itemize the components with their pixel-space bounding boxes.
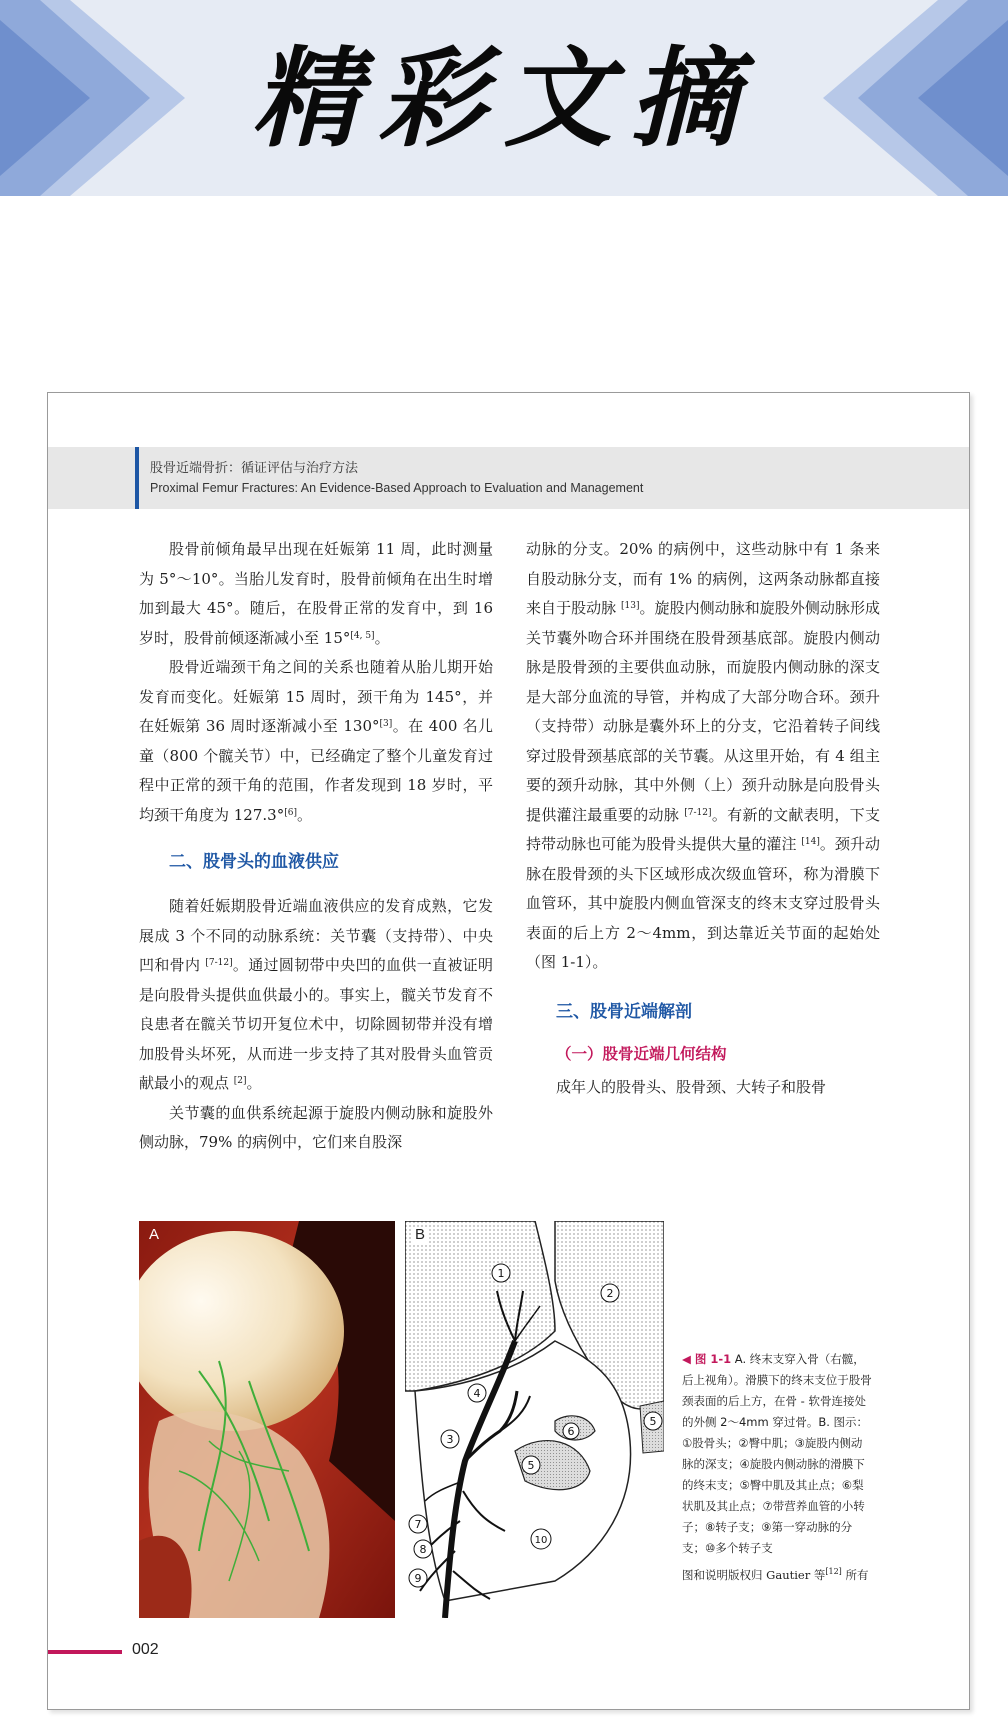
figure-caption	[682, 1349, 872, 1586]
paragraph: 随着妊娠期股骨近端血液供应的发育成熟，它发展成 3 个不同的动脉系统：关节囊（支持带）、中央凹和骨内 [7-12]。通过圆韧带中央凹的血供一直被证明是向股骨头提供血供最小的。事实上，髋关节发育不良患者在髋关节切开复位术中，切除圆韧带并没有增加股骨头坏死，从而进一步支持了其对股骨头血管贡献最小的观点 [2]。	[139, 897, 493, 1092]
citation: [7-12]	[205, 958, 233, 968]
citation: [13]	[621, 601, 640, 611]
citation: [4, 5]	[350, 630, 375, 641]
citation: [2]	[233, 1076, 247, 1086]
header-accent-bar	[135, 447, 139, 509]
callout-6: 6	[567, 1425, 575, 1438]
callout-9: 9	[414, 1572, 422, 1585]
header-title-en: Proximal Femur Fractures: An Evidence-Based Approach to Evaluation and Management	[150, 481, 644, 495]
section-heading: 三、股骨近端解剖	[556, 1001, 692, 1022]
book-page	[47, 392, 970, 1710]
paragraph: 动脉的分支。20% 的病例中，这些动脉中有 1 条来自股动脉分支，而有 1% 的病例，这两条动脉都直接来自于股动脉 [13]。旋股内侧动脉和旋股外侧动脉形成关节囊外吻合环并围绕在股骨颈基底部。旋股内侧动脉是股骨颈的主要供血动脉，而旋股内侧动脉的深支是大部分血流的导管，并构成了大部分吻合环。颈升（支持带）动脉是囊外环上的分支，它沿着转子间线穿过股骨颈基底部的关节囊。从这里开始，有 4 组主要的颈升动脉，其中外侧（上）颈升动脉是向股骨头提供灌注最重要的动脉 [7-12]。有新的文献表明，下支持带动脉也可能为股骨头提供大量的灌注 [14]。颈升动脉在股骨颈的头下区域形成次级血管环，称为滑膜下血管环，其中旋股内侧血管深支的终末支穿过股骨头表面的后上方 2～4mm，到达靠近关节面的起始处（图 1-1）。	[526, 540, 880, 971]
caption-text: A. 终末支穿入骨（右髋，后上视角）。滑膜下的终末支位于股骨颈表面的后上方，在骨 - 软骨连接处的外侧 2～4mm 穿过骨。B. 图示：①股骨头；②臀中肌；③旋股内侧动脉的深支；④旋股内侧动脉的滑膜下的终末支；⑤臀中肌及其止点；⑥梨状肌及其止点；⑦带营养血管的小转子；⑧转子支；⑨第一穿动脉的分支；⑩多个转子支	[682, 1352, 872, 1555]
paragraph: 股骨前倾角最早出现在妊娠第 11 周，此时测量为 5°～10°。当胎儿发育时，股骨前倾角在出生时增加到最大 45°。随后，在股骨正常的发育中，到 16 岁时，股骨前倾逐渐减小至 15°[4, 5]。	[139, 540, 493, 647]
paragraph: 股骨近端颈干角之间的关系也随着从胎儿期开始发育而变化。妊娠第 15 周时，颈干角为 145°，并在妊娠第 36 周时逐渐减小至 130°[3]。在 400 名儿童（800 个髋关节）中，已经确定了整个儿童发育过程中正常的颈干角的范围，作者发现到 18 岁时，平均颈干角度为 127.3°[6]。	[139, 658, 493, 824]
citation: [14]	[801, 837, 820, 847]
running-header	[48, 447, 969, 509]
surgical-photo	[139, 1221, 395, 1618]
banner-title: 精彩文摘	[251, 37, 756, 162]
callout-7: 7	[414, 1518, 422, 1531]
anatomy-diagram	[405, 1221, 664, 1618]
paragraph: 成年人的股骨头、股骨颈、大转子和股骨	[556, 1077, 827, 1096]
page-number: 002	[132, 1641, 159, 1658]
banner	[0, 0, 1008, 196]
subsection-heading: （一）股骨近端几何结构	[556, 1043, 727, 1063]
figure-label-b: B	[415, 1226, 426, 1243]
callout-5: 5	[527, 1459, 535, 1472]
citation: [6]	[284, 807, 297, 818]
callout-2: 2	[606, 1287, 614, 1300]
callout-5b: 5	[649, 1415, 657, 1428]
header-title-zh: 股骨近端骨折：循证评估与治疗方法	[150, 461, 359, 476]
left-column	[139, 535, 493, 1158]
figure-diagram-b	[405, 1221, 664, 1618]
citation: [3]	[379, 719, 393, 729]
figure-photo-a	[139, 1221, 395, 1618]
paragraph: 关节囊的血供系统起源于旋股内侧动脉和旋股外侧动脉，79% 的病例中，它们来自股深	[139, 1103, 493, 1151]
citation: [7-12]	[684, 807, 712, 818]
callout-10: 10	[534, 1535, 548, 1546]
right-column	[526, 535, 880, 1102]
caption-tag: ◀ 图 1-1	[682, 1352, 732, 1366]
section-heading: 二、股骨头的血液供应	[169, 852, 339, 872]
callout-8: 8	[419, 1543, 427, 1556]
figure-label-a: A	[149, 1226, 160, 1243]
callout-1: 1	[497, 1267, 505, 1280]
caption-credit: 图和说明版权归 Gautier 等[12] 所有	[682, 1567, 869, 1582]
callout-4: 4	[473, 1387, 481, 1400]
footer-accent-rule	[48, 1650, 122, 1654]
callout-3: 3	[446, 1433, 454, 1446]
